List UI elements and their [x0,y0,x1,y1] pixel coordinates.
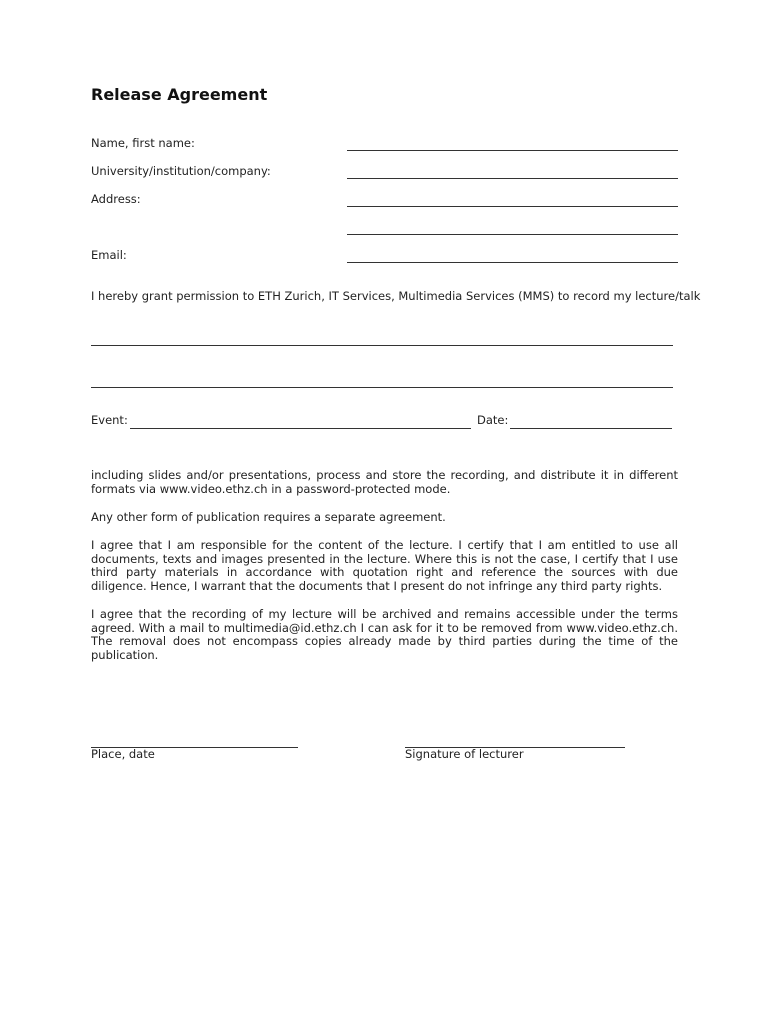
paragraph-other-publication: Any other form of publication requires a separate agreement. [91,510,446,524]
paragraph-distribution: including slides and/or presentations, process and store the recording, and distribute it in different formats via www.video.ethz.ch in a password-protected mode. [91,468,678,496]
address-label: Address: [91,192,141,206]
email-label: Email: [91,248,127,262]
address-field-line-2[interactable] [347,234,678,235]
signature-label: Signature of lecturer [405,747,524,761]
paragraph-responsibility: I agree that I am responsible for the content of the lecture. I certify that I am entitled to use all documents, texts and images presented in the lecture. Where this is not the case, I certify that I use third party materials in accordance with quotation right and reference the sources with due diligence. Hence, I warrant that the documents that I present do not infringe any third party rights. [91,538,678,593]
permission-statement: I hereby grant permission to ETH Zurich, IT Services, Multimedia Services (MMS) to record my lecture/talk [91,289,701,303]
lecture-title-line-1[interactable] [91,345,673,346]
address-field-line-1[interactable] [347,206,678,207]
date-field[interactable] [510,428,672,429]
university-field[interactable] [347,178,678,179]
name-label: Name, first name: [91,136,195,150]
event-label: Event: [91,413,128,427]
name-field[interactable] [347,150,678,151]
date-label: Date: [477,413,509,427]
paragraph-archiving: I agree that the recording of my lecture will be archived and remains accessible under the terms agreed. With a mail to multimedia@id.ethz.ch I can ask for it to be removed from www.video.ethz.ch. The removal does not encompass copies already made by third parties during the time of the publication. [91,607,678,662]
document-title: Release Agreement [91,85,268,104]
lecture-title-line-2[interactable] [91,387,673,388]
email-field[interactable] [347,262,678,263]
place-date-label: Place, date [91,747,155,761]
university-label: University/institution/company: [91,164,271,178]
event-field[interactable] [130,428,471,429]
